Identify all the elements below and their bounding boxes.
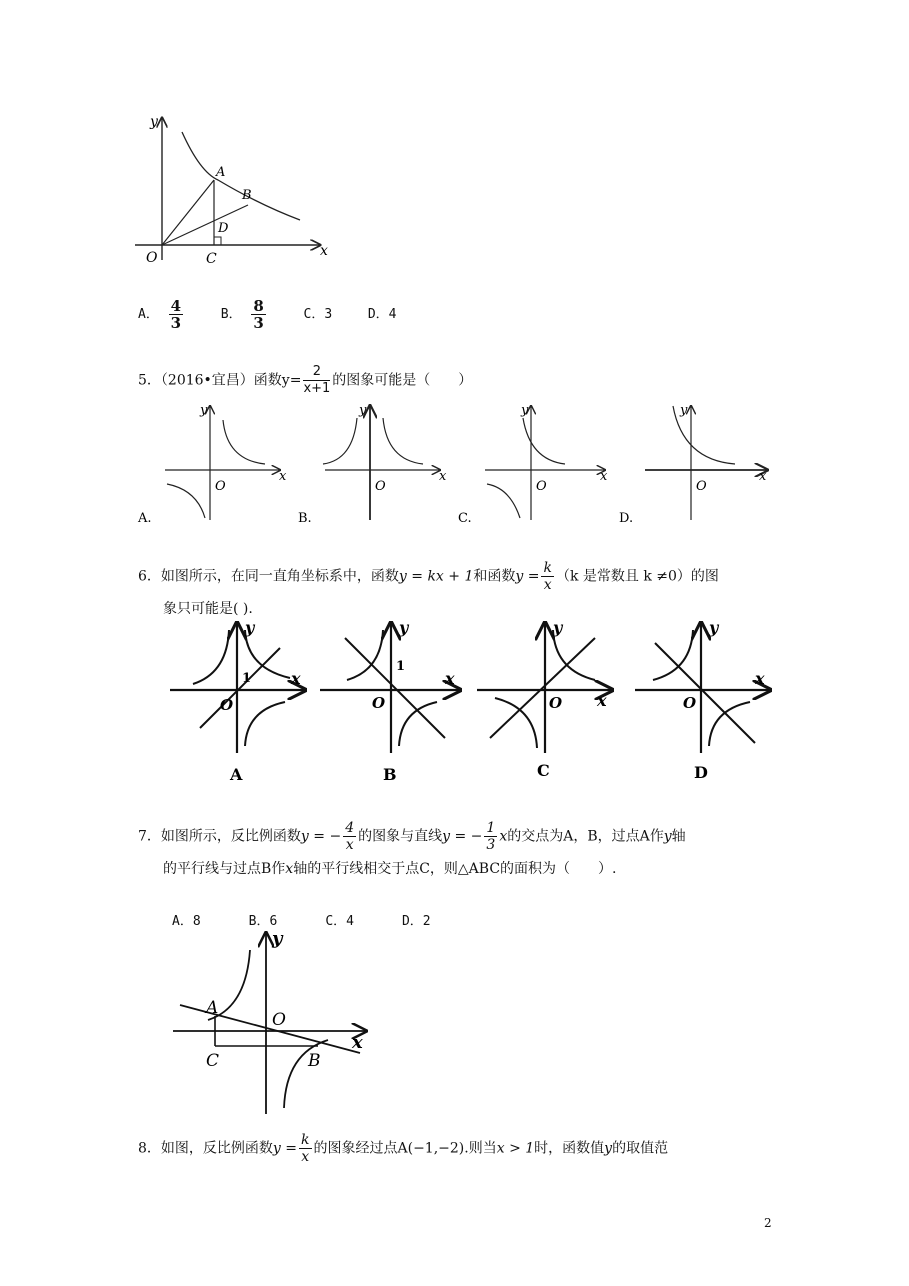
q6-label-d: D [694,763,708,782]
svg-text:y: y [399,618,409,637]
q7-option-b: B．6 [248,914,278,929]
svg-text:y: y [709,618,719,637]
q7-options [172,910,431,929]
svg-text:x: x [597,691,607,710]
q5-label-d: D. [619,511,634,526]
svg-text:y: y [553,618,563,637]
svg-text:x: x [291,669,301,688]
page-number: 2 [764,1216,772,1230]
svg-text:O: O [372,694,386,712]
q6-label-b: B [383,765,397,784]
svg-text:1: 1 [396,659,406,674]
q7-question-line1: 7．如图所示，反比例函数y = − $\frac{4}{x}$ 的图象与直线y = − $\frac{1}{3}$ x的交点为A，B，过点A作y轴 [138,820,686,853]
svg-text:O: O [536,479,547,494]
q5-label-c: C. [458,511,472,526]
origin-label: O [146,250,158,266]
q7-figure [168,928,378,1118]
svg-text:x: x [445,669,455,688]
svg-text:x: x [759,469,767,484]
svg-text:O: O [683,694,697,712]
svg-text:1: 1 [242,671,252,686]
svg-text:y: y [245,618,255,637]
svg-text:y: y [272,928,283,949]
svg-text:C: C [206,1051,220,1071]
q5-question: 5．（2016•宜昌）函数y= $\frac{2}{x+1}$ 的图象可能是（ ） [138,364,473,396]
q6-graph-b [320,618,460,784]
q6-graphs [165,618,775,788]
svg-text:O: O [215,479,226,494]
axis-x-label: x [320,243,328,259]
point-a-label: A [216,165,226,180]
q5-graph-c [458,403,608,526]
q4-figure [130,110,340,270]
q6-question-line2: 象只可能是( ). [163,601,253,617]
svg-text:y: y [359,403,367,418]
svg-text:x: x [352,1032,363,1053]
q6-graph-a [170,618,305,784]
svg-text:x: x [279,469,287,484]
q6-label-c: C [537,761,550,780]
q5-graph-b [298,403,447,526]
q5-graph-a [137,403,287,526]
svg-text:x: x [755,669,765,688]
q5-graph-d [619,403,767,526]
q4-option-c: C．3 [303,307,333,322]
svg-text:O: O [272,1010,286,1030]
q8-question: 8．如图，反比例函数y = $\frac{k}{x}$ 的图象经过点A(−1,−2).则当x > 1时，函数值y的取值范 [138,1132,669,1165]
q7-option-a: A．8 [172,914,201,929]
q6-graph-c [477,618,612,780]
q7-question-line2: 的平行线与过点B作x轴的平行线相交于点C，则△ABC的面积为（ ）. [163,861,617,877]
svg-text:A: A [206,998,219,1018]
axis-y-label: y [150,114,158,130]
q6-graph-d [635,618,770,782]
q4-options [138,298,396,331]
svg-text:x: x [439,469,447,484]
q4-option-b: B． $\frac{8}{3}$ [220,297,264,332]
q7-option-d: D．2 [401,914,431,929]
q5-label-b: B. [298,511,312,526]
q5-graphs [135,398,775,528]
svg-text:B: B [308,1051,321,1071]
q6-question-line1: 6．如图所示，在同一直角坐标系中，函数y = kx + 1和函数y = $\frac{k}{x}$ （k 是常数且 k ≠0）的图 [138,560,719,593]
q7-option-c: C．4 [325,914,354,929]
point-d-label: D [218,221,229,236]
point-b-label: B [242,188,252,203]
svg-text:O: O [220,696,234,714]
svg-text:y: y [521,403,529,418]
q4-option-a: A． $\frac{4}{3}$ [138,297,182,332]
svg-text:y: y [200,403,208,418]
q6-label-a: A [230,765,243,784]
svg-text:O: O [696,479,707,494]
q4-option-d: D．4 [367,307,397,322]
svg-text:x: x [600,469,608,484]
q5-label-a: A. [138,511,152,526]
svg-text:y: y [680,403,688,418]
svg-text:O: O [375,479,386,494]
svg-text:O: O [549,694,563,712]
point-c-label: C [206,251,217,267]
